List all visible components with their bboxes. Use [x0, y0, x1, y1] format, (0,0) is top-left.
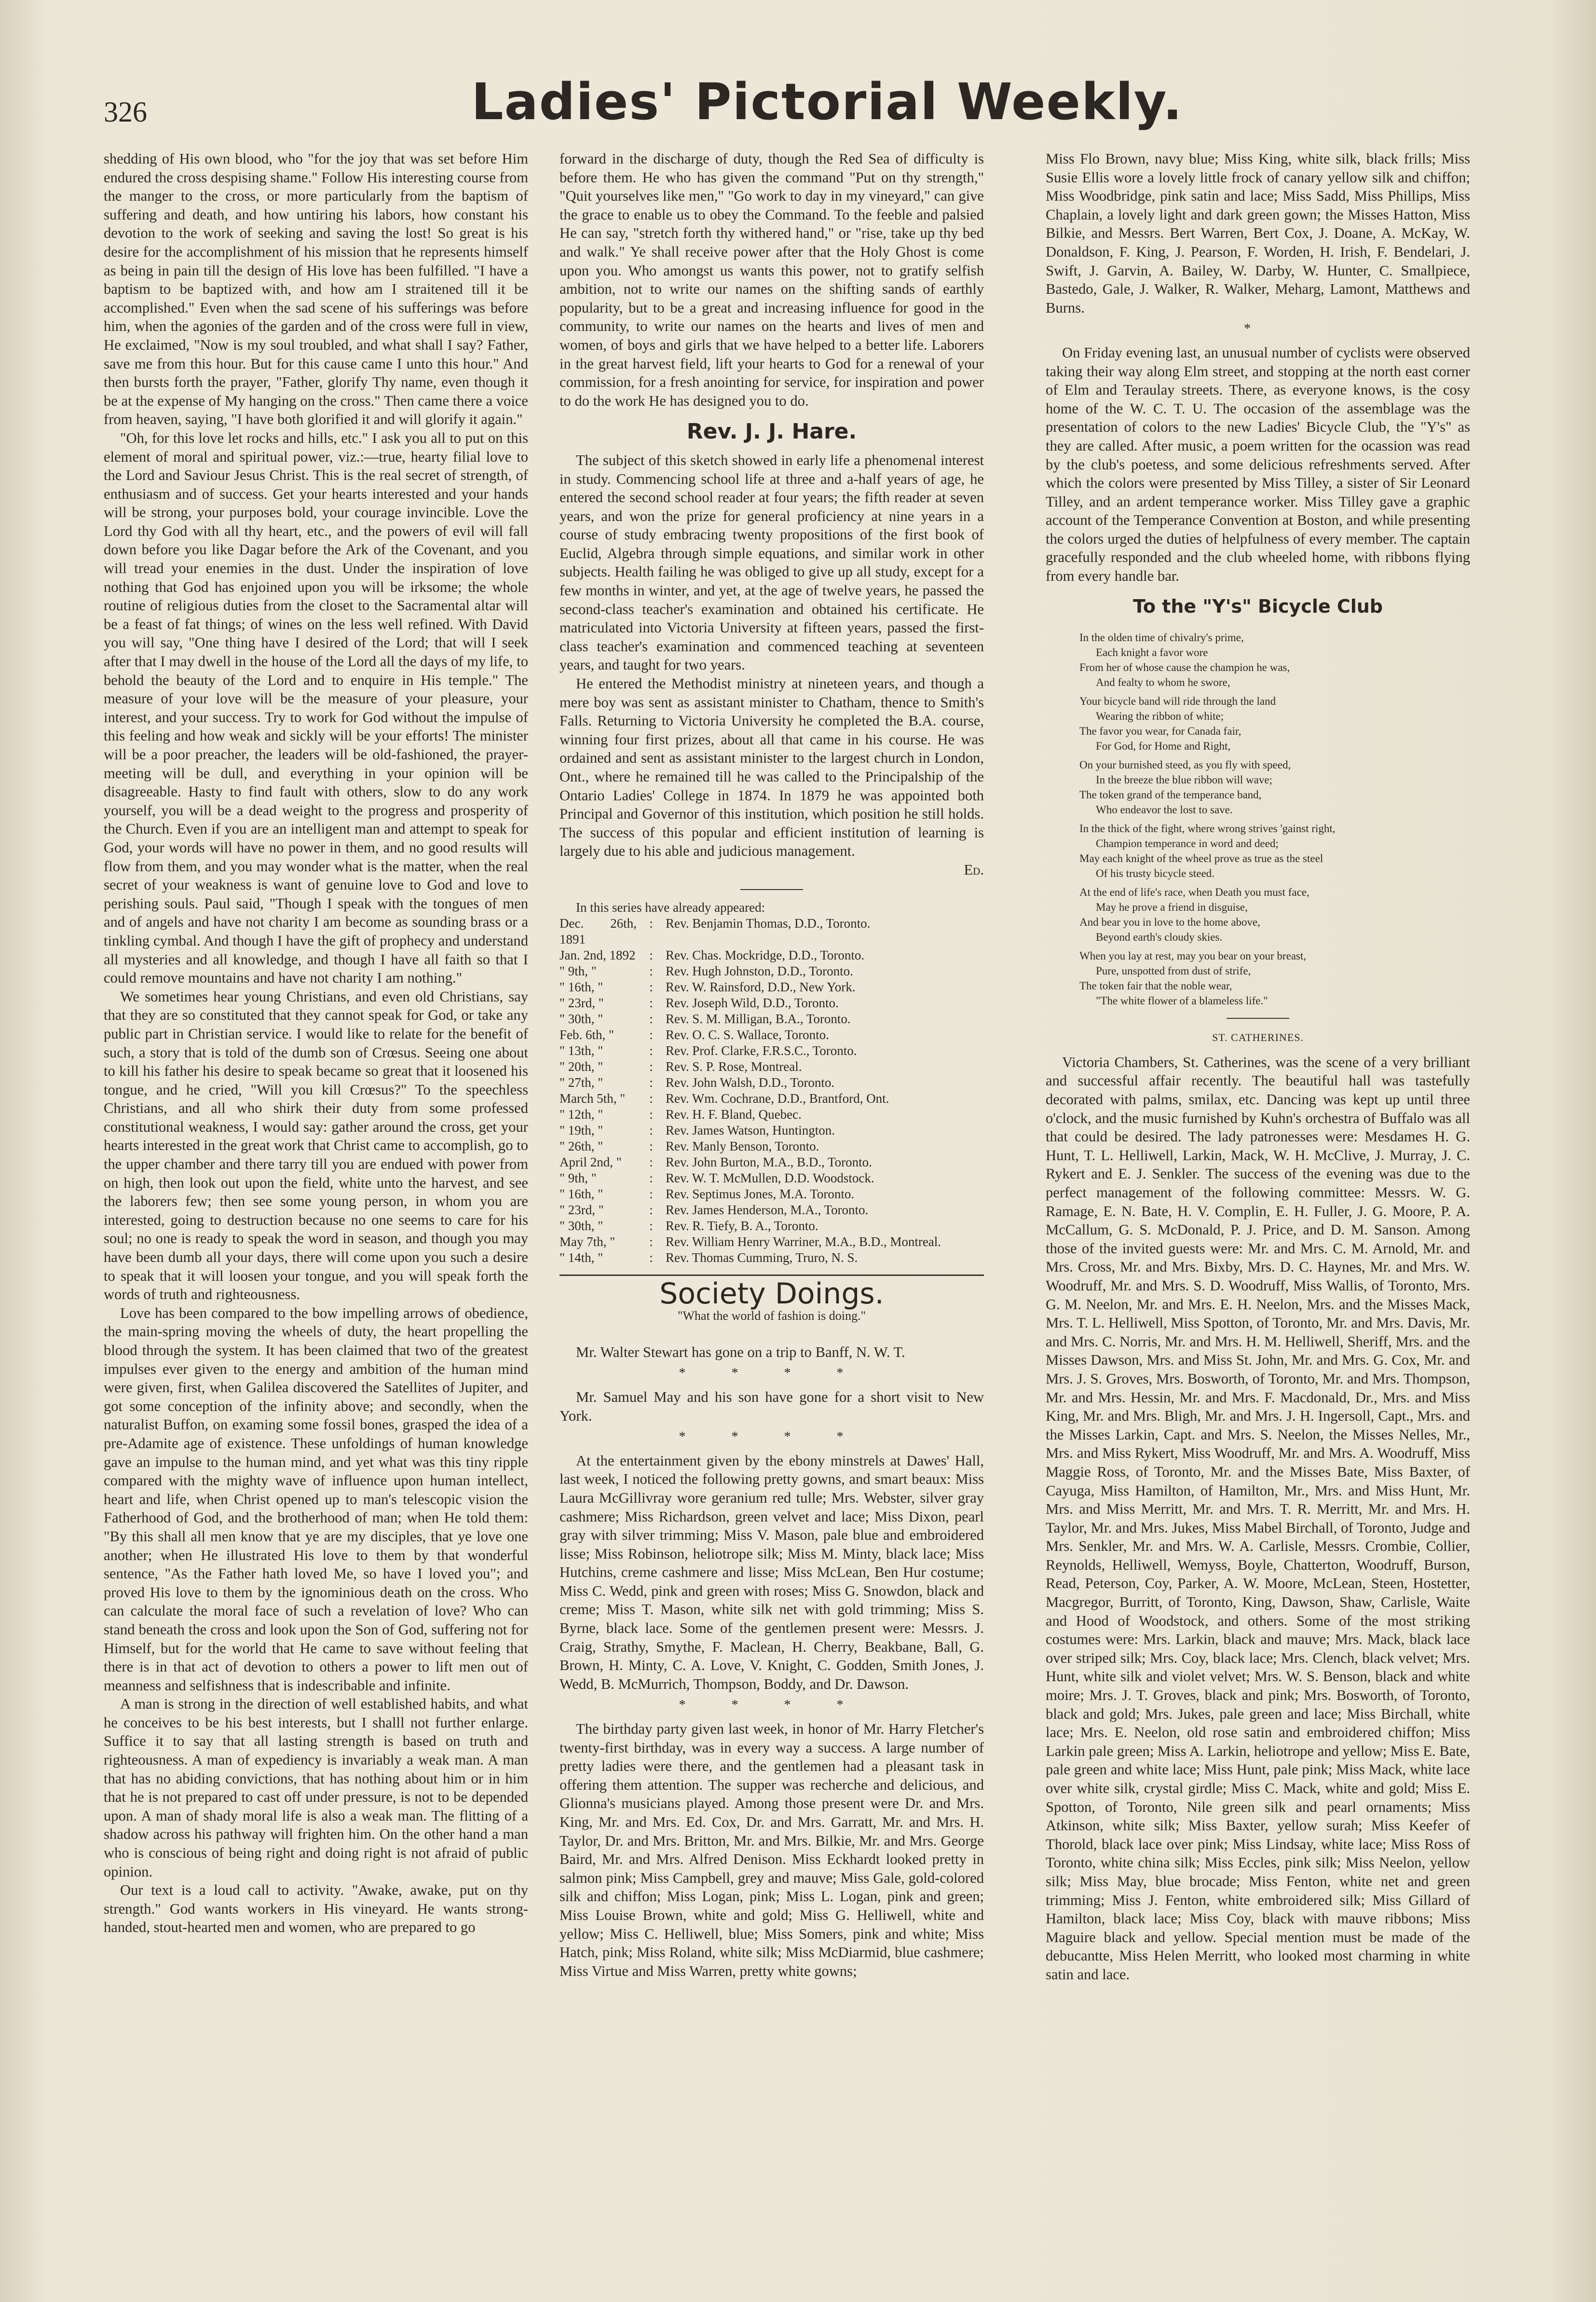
series-date: " 13th, " [559, 1043, 603, 1058]
article-paragraph: "Oh, for this love let rocks and hills, etc." I ask you all to put on this element of moral and spiritual power, viz.:—true, hearty filial love to the Lord and Saviour Jesus Christ. This is the real secret of strength, of enthusiasm and of success. Get your hearts interested and your hands will be strong, your purposes bold, your courage invincible. Love the Lord thy God with all thy heart, etc., and the powers of evil will fall down before you like Dagar before the Ark of the Covenant, and you will tread your enemies in the dust. Under the inspiration of love nothing that God has enjoined upon you will be irksome; the whole routine of religious duties from the closet to the Sacramental altar will be a feast of fat things; of wines on the less well refined. With David you will say, "One thing have I desired of the Lord; that will I seek after that I may dwell in the house of the Lord all the days of my life, to behold the beauty of the Lord and to enquire in His temple." The measure of your love will be the measure of your pleasure, your interest, and your success. Try to work for God without the impulse of this feeling and how weak and sickly will be your efforts! The minister will be a poor preacher, the leaders will be old-fashioned, the prayer-meeting will be dull, and everything in your opinion will be disagreeable. Hasty to find fault with others, slow to do any work yourself, you will be a dead weight to the progress and prosperity of the Church. Even if you are an intelligent man and attempt to speak for God, your words will have no power in them, and no good results will flow from them, and you may wonder what is the matter, when the real secret of your weakness is want of genuine love to God and love to perishing souls. Paul said, "Though I speak with the tongues of men and of angels and have not charity I am become as sounding brass or a tinkling cymbal. And though I have the gift of prophecy and understand all mysteries and all knowledge, and though I have all faith so that I could remove mountains and have not charity I am nothing." [104, 429, 528, 987]
poem-line: On your burnished steed, as you fly with speed, [1079, 759, 1291, 771]
poem-line: In the breeze the blue ribbon will wave; [1096, 774, 1272, 786]
article-paragraph: We sometimes hear young Christians, and even old Christians, say that they are so constituted that they cannot speak for God, or take any public part in Christian service. I would like to relate for the benefit of such, a story that is told of the dumb son of Crœsus. Seeing one about to kill his father his desire to speak became so great that it loosened his tongue, and he cried, "Will you kill Crœsus?" To the speechless Christians, and all who shirk their duty from some professed constitutional weakness, I would say: gather around the cross, get your hearts interested in the great work that Christ came to accomplish, go to the upper chamber and there tarry till you are endued with power from on high, then look out upon the field, white unto the harvest, and see the laborers few; then see some young person, in whom you are interested, going to destruction because no one seems to care for his soul; no one is ready to speak the word in season, and though you may have been dumb all your days, there will come upon you such a desire to speak that it will loosen your tongue, and you will speak forth the words of truth and righteousness. [104, 988, 528, 1303]
series-date: Dec. 26th, 1891 [559, 916, 637, 946]
poem-stanza [1079, 694, 1470, 754]
series-date: May 7th, " [559, 1234, 615, 1249]
series-colon: : [649, 979, 653, 994]
poem-line: May each knight of the wheel prove as true as the steel [1079, 852, 1323, 865]
series-date: " 9th, " [559, 1170, 597, 1185]
series-date: April 2nd, " [559, 1154, 622, 1169]
society-paragraph: Mr. Walter Stewart has gone on a trip to Banff, N. W. T. [576, 1343, 905, 1360]
series-date: " 16th, " [559, 979, 603, 994]
series-colon: : [649, 1202, 653, 1217]
series-row [559, 1075, 984, 1091]
society-paragraph: Victoria Chambers, St. Catherines, was the scene of a very brilliant and successful affair recently. The beautiful hall was tastefully decorated with palms, smilax, etc. Dancing was kept up until three o'clock, and the music furnished by Kuhn's orchestra of Buffalo was all that could be desired. The lady patronesses were: Mesdames H. G. Hunt, T. L. Helliwell, Larkin, Mack, W. H. McClive, J. Murray, J. C. Rykert and E. J. Senkler. The success of the evening was due to the perfect management of the following committee: Messrs. W. G. Ramage, E. N. Bate, H. V. Complin, E. H. Fuller, J. G. Moore, P. A. McCallum, G. S. McDonald, P. J. Price, and D. M. Sanson. Among those of the invited guests were: Mr. and Mrs. C. M. Arnold, Mr. and Mrs. Cross, Mr. and Mrs. Bixby, Mrs. D. C. Haynes, Mr. and Mrs. W. Woodruff, Mr. and Mrs. S. D. Woodruff, Miss Wallis, of Toronto, Mrs. G. M. Neelon, Mr. and Mrs. E. H. Neelon, Mrs. and the Misses Mack, Mrs. T. L. Helliwell, Miss Spotton, of Toronto, Mr. and Mrs. Davis, Mr. and Mrs. C. Norris, Mr. and Mrs. H. M. Helliwell, Sheriff, Mrs. and the Misses Dawson, Mrs. and Miss St. John, Mr. and Mrs. G. Cox, Mr. and Mrs. J. S. Groves, Mrs. Bosworth, of Toronto, Mr. and Mrs. Thompson, Mr. and Mrs. Hessin, Mr. and Mrs. F. Macdonald, Dr., Mrs. and Miss King, Mr. and Mrs. Bligh, Mr. and Mrs. J. H. Ingersoll, Capt., Mrs. and the Misses Larkin, Capt. and Mrs. S. Neelon, the Misses Nelles, Mr., Mrs. and Miss Rykert, Miss Woodruff, Mr. and Mrs. A. Woodruff, Miss Maggie Ross, of Toronto, Mr. and the Misses Bate, Miss Baxter, of Cayuga, Miss Hamilton, of Hamilton, Mr., Mrs. and Miss Hunt, Mr. Mrs. and Miss Merritt, Mr. and Mrs. T. R. Merritt, Mr. and Mrs. H. Taylor, Mr. and Mrs. Jukes, Miss Mabel Birchall, of Toronto, Judge and Mrs. Senkler, Mr. and Mrs. W. A. Carlisle, Messrs. Crombie, Collier, Reynolds, Helliwell, Wemyss, Boyle, Chatterton, Woodruff, Burson, Read, Peterson, Coy, Parker, A. W. Moore, McLean, Steen, Hostetter, Macgregor, Burritt, of Toronto, King, Dawson, Shaw, Carlisle, Waite and Hood of Woodstock, and others. Some of the most striking costumes were: Mrs. Larkin, black and mauve; Mrs. Mack, black lace over striped silk; Mrs. Coy, black lace; Mrs. Clench, black velvet; Mrs. Hunt, white silk and violet velvet; Mrs. W. S. Benson, black and white moire; Mrs. J. T. Groves, black and pink; Mrs. Bosworth, of Toronto, black and gold; Mrs. Jukes, pale green and lace; Miss Birchall, white lace; Mrs. E. Neelon, old rose satin and embroidered chiffon; Miss Larkin pale green; Miss A. Larkin, heliotrope and yellow; Miss E. Bate, pale green and white lace; Miss Hunt, pale pink; Miss Mack, white lace over white silk, crystal girdle; Miss C. Mack, white and gold; Miss E. Spotton, of Toronto, Nile green silk and pearl ornaments; Miss Atkinson, white silk; Miss Baxter, yellow surah; Miss Keefer of Thorold, black lace over pink; Miss Lindsay, white lace; Miss Ross of Toronto, white china silk; Miss Eccles, pink silk; Miss Neelon, yellow silk; Miss May, blue brocade; Miss Fenton, white net and green trimming; Miss J. Fenton, white embroidered silk; Miss Gillard of Hamilton, black lace; Miss Coy, black with mauve ribbons; Miss Maguire black and yellow. Special mention must be made of the debucantte, Miss Helen Merritt, who looked most charming in white satin and lace. [1046, 1054, 1470, 1983]
series-row [559, 979, 984, 995]
series-date: " 23rd, " [559, 1202, 604, 1217]
series-colon: : [649, 1107, 653, 1122]
poem-line: In the thick of the fight, where wrong strives 'gainst right, [1079, 822, 1336, 835]
series-date: " 19th, " [559, 1123, 603, 1137]
series-name: Rev. S. M. Milligan, B.A., Toronto. [666, 1011, 851, 1026]
poem-line: "The white flower of a blameless life." [1096, 995, 1268, 1007]
series-name: Rev. Hugh Johnston, D.D., Toronto. [666, 963, 853, 978]
series-row [559, 1138, 984, 1154]
society-paragraph: Mr. Samuel May and his son have gone for a short visit to New York. [559, 1388, 984, 1424]
poem-stanza [1079, 757, 1470, 817]
divider [1227, 1018, 1289, 1019]
poem-line: Beyond earth's cloudy skies. [1096, 931, 1223, 944]
series-name: Rev. Thomas Cumming, Truro, N. S. [666, 1250, 858, 1265]
poem-line: The token grand of the temperance band, [1079, 789, 1262, 801]
series-row [559, 963, 984, 979]
series-colon: : [649, 1250, 653, 1265]
series-row [559, 947, 984, 963]
series-date: " 26th, " [559, 1138, 603, 1153]
divider [559, 1274, 984, 1276]
series-name: Rev. Joseph Wild, D.D., Toronto. [666, 995, 839, 1010]
editor-signature: Ed. [964, 861, 984, 878]
series-row [559, 995, 984, 1011]
series-row [559, 1154, 984, 1170]
series-colon: : [649, 1138, 653, 1153]
page-header [104, 72, 1551, 140]
series-row [559, 916, 984, 947]
poem-line: In the olden time of chivalry's prime, [1079, 631, 1244, 644]
series-colon: : [649, 1234, 653, 1249]
star-separator: * [1244, 321, 1272, 337]
series-colon: : [649, 1027, 653, 1042]
column-3 [1046, 150, 1470, 1984]
poem-line: For God, for Home and Right, [1096, 740, 1231, 753]
series-colon: : [649, 963, 653, 978]
series-colon: : [649, 916, 653, 931]
series-row [559, 1186, 984, 1202]
poem-line: The favor you wear, for Canada fair, [1079, 725, 1241, 738]
series-colon: : [649, 1218, 653, 1233]
star-separator: * * * * [679, 1698, 865, 1713]
series-row [559, 1170, 984, 1186]
series-colon: : [649, 1059, 653, 1074]
series-date: " 14th, " [559, 1250, 603, 1265]
poem-line: From her of whose cause the champion he was, [1079, 661, 1290, 674]
masthead-title: Ladies' Pictorial Weekly. [471, 72, 1183, 131]
series-colon: : [649, 1186, 653, 1201]
series-row [559, 1043, 984, 1059]
series-name: Rev. S. P. Rose, Montreal. [666, 1059, 802, 1074]
poem-stanza [1079, 821, 1470, 881]
series-row [559, 1123, 984, 1138]
series-row [559, 1027, 984, 1043]
series-name: Rev. R. Tiefy, B. A., Toronto. [666, 1218, 818, 1233]
series-name: Rev. W. Rainsford, D.D., New York. [666, 979, 856, 994]
series-colon: : [649, 1154, 653, 1169]
article-paragraph: Love has been compared to the bow impelling arrows of obedience, the main-spring moving the wheels of duty, the heart propelling the blood through the system. It has been claimed that two of the greatest impulses ever given to the energy and ambition of the human mind were given, first, when Galilea discovered the Satellites of Jupiter, and got some conception of the infinity above; and secondly, when the naturalist Buffon, on examing some fossil bones, grasped the idea of a pre-Adamite age of existence. These unfoldings of human knowledge gave an impulse to the human mind, and yet what was this tiny ripple compared with the mighty wave of influence upon human intellect, heart and life, when Christ opened up to man's telescopic vision the Fatherhood of God, and the brotherhood of man; when He told them: "By this shall all men know that ye are my disciples, that ye love one another; when He illustrated His love to them by that wonderful sentence, "As the Father hath loved Me, so have I loved you"; and proved His love to them by the ignominious death on the cross. Who can calculate the moral face of such a revelation of love? Who can stand beneath the cross and look upon the Son of God, suffering not for Himself, but for the world that He came to save without feeling that there is in that act of devotion to others a power to lift men out of meanness and selfishness that is indescribable and infinite. [104, 1304, 528, 1694]
series-name: Rev. James Watson, Huntington. [666, 1123, 835, 1137]
article-paragraph: Our text is a loud call to activity. "Awake, awake, put on thy strength." God wants workers in His vineyard. He wants strong-handed, stout-hearted men and women, who are prepared to go [104, 1882, 528, 1936]
series-colon: : [649, 1091, 653, 1106]
series-date: " 30th, " [559, 1218, 603, 1233]
poem-line: May he prove a friend in disguise, [1096, 901, 1248, 914]
article-paragraph: forward in the discharge of duty, though the Red Sea of difficulty is before them. He who has given the command "Put on thy strength," "Quit yourselves like men," "Go work to day in my vineyard," can give the grace to enable us to obey the Command. To the feeble and palsied He can say, "stretch forth thy withered hand," or "rise, take up thy bed and walk." Ye shall receive power after that the Holy Ghost is come upon you. Who amongst us wants this power, not to gratify selfish ambition, not to write our names on the shifting sands of earthly popularity, but to be a great and increasing influence for good in the community, to write our names on the hearts and lives of men and women, of boys and girls that we have helped to a better life. Laborers in the great harvest field, lift your hearts to God for a renewal of your commission, for a fresh anointing for service, for inspiration and power to do the work He has designed you to do. [559, 151, 984, 409]
poem-line: The token fair that the noble wear, [1079, 980, 1232, 992]
series-row [559, 1059, 984, 1075]
poem-line: Champion temperance in word and deed; [1096, 837, 1279, 850]
society-paragraph: The birthday party given last week, in honor of Mr. Harry Fletcher's twenty-first birthday, was in every way a success. A large number of pretty ladies were there, and the gentlemen had a pleasant task in offering them attention. The supper was recherche and delicious, and Glionna's musicians played. Among those present were Dr. and Mrs. King, Mr. and Mrs. Ed. Cox, Dr. and Mrs. Garratt, Mr. and Mrs. H. Taylor, Dr. and Mrs. Britton, Mr. and Mrs. Bilkie, Mr. and Mrs. George Baird, Mr. and Mrs. Alfred Denison. Miss Eckhardt looked pretty in salmon pink; Miss Campbell, grey and mauve; Miss Gale, gold-colored silk and chiffon; Miss Logan, pink; Miss L. Logan, pink and green; Miss Louise Brown, white and gold; Miss G. Helliwell, white and yellow; Miss C. Helliwell, blue; Miss Somers, pink and white; Miss Hatch, pink; Miss Roland, white silk; Miss McDiarmid, blue cashmere; Miss Virtue and Miss Warren, pretty white gowns; [559, 1721, 984, 1979]
star-separator: * * * * [679, 1366, 865, 1381]
series-date: Jan. 2nd, 1892 [559, 947, 636, 962]
series-date: " 12th, " [559, 1107, 603, 1122]
series-date: Feb. 6th, " [559, 1027, 614, 1042]
society-paragraph: At the entertainment given by the ebony minstrels at Dawes' Hall, last week, I noticed the following pretty gowns, and smart beaux: Miss Laura McGillivray wore geranium red tulle; Mrs. Webster, silver gray cashmere; Miss Richardson, green velvet and lace; Miss Dixon, pearl gray with silver trimming; Miss V. Mason, pale blue and embroidered lisse; Miss Robinson, heliotrope silk; Miss M. Minty, black lace; Miss Hutchins, creme cashmere and lisse; Miss McLean, Ben Hur costume; Miss C. Wedd, pink and green with roses; Miss G. Snowdon, black and creme; Miss T. Mason, white silk net with gold trimming; Miss S. Byrne, black lace. Some of the gentlemen present were: Messrs. J. Craig, Strathy, Smythe, F. Maclean, H. Cherry, Beakbane, Ball, G. Brown, H. Minty, C. A. Love, V. Knight, C. Godden, Smith Jones, J. Wedd, B. McMurrich, Thompson, Boddy, and Dr. Dawson. [559, 1452, 984, 1692]
hare-paragraph: He entered the Methodist ministry at nineteen years, and though a mere boy was sent as assistant minister to Chatham, thence to Smith's Falls. Returning to Victoria University he completed the B.A. course, winning four first prizes, about all that came in his course. He was ordained and sent as assistant minister to the largest church in London, Ont., where he remained till he was called to the Principalship of the Ontario Ladies' College in 1874. In 1879 he was appointed both Principal and Governor of this institution, which position he still holds. The success of this popular and efficient institution of learning is largely due to his able and judicious management. [559, 675, 984, 860]
column-1 [104, 150, 528, 1937]
poem-line: At the end of life's race, when Death you must face, [1079, 886, 1310, 899]
poem-line: Of his trusty bicycle steed. [1096, 867, 1214, 880]
society-paragraph: Miss Flo Brown, navy blue; Miss King, white silk, black frills; Miss Susie Ellis wore a lovely little frock of canary yellow silk and chiffon; Miss Woodbridge, pink satin and lace; Miss Sadd, Miss Phillips, Miss Chaplain, a lovely light and dark green gown; the Misses Hatton, Miss Bilkie, and Messrs. Bert Warren, Bert Cox, J. Doane, A. McKay, W. Donaldson, F. King, J. Pearson, F. Worden, H. Irish, F. Bendelari, J. Swift, J. Garvin, A. Bailey, W. Darby, W. Hunter, C. Smallpiece, Bastedo, Gale, J. Walker, R. Walker, Meharg, Lamont, Matthews and Burns. [1046, 151, 1470, 316]
series-heading: In this series have already appeared: [576, 900, 765, 915]
series-date: " 20th, " [559, 1059, 603, 1074]
poem-line: Who endeavor the lost to save. [1096, 804, 1233, 816]
series-row [559, 1011, 984, 1027]
series-name: Rev. James Henderson, M.A., Toronto. [666, 1202, 869, 1217]
poem-stanza [1079, 948, 1470, 1008]
article-paragraph: A man is strong in the direction of well established habits, and what he conceives to be his best interests, but I shalll not further enlarge. Suffice it to say that all lasting strength is based on truth and righteousness. A man of expediency is invariably a weak man. A man that has no abiding convictions, that has nothing about him or in him that he is not prepared to cast off under pressure, is not to be depended upon. A man of shady moral life is also a weak man. The flitting of a shadow across his pathway will frighten him. On the other hand a man who is conscious of being right and doing right is not afraid of public opinion. [104, 1696, 528, 1880]
series-date: " 27th, " [559, 1075, 603, 1090]
hare-paragraph: The subject of this sketch showed in early life a phenomenal interest in study. Commencing school life at three and a-half years of age, he entered the second school reader at four years; the fifth reader at seven years, and won the prize for general proficiency at nine years in a course of study embracing twenty propositions of the first book of Euclid, Algebra through simple equations, and similar work in other subjects. Health failing he was obliged to give up all study, except for a few months in winter, and yet, at the age of twelve years, he passed the second-class teacher's examination and obtained his certificate. He matriculated into Victoria University at fifteen years, passed the first-class teacher's examination and commenced teaching at seventeen years, and taught for two years. [559, 452, 984, 673]
series-name: Rev. H. F. Bland, Quebec. [666, 1107, 802, 1122]
series-list [559, 900, 984, 1266]
poem-title: To the "Y's" Bicycle Club [1132, 595, 1383, 617]
series-name: Rev. John Walsh, D.D., Toronto. [666, 1075, 835, 1090]
series-date: March 5th, " [559, 1091, 626, 1106]
series-date: " 9th, " [559, 963, 597, 978]
star-separator: * * * * [679, 1429, 865, 1445]
series-name: Rev. O. C. S. Wallace, Toronto. [666, 1027, 829, 1042]
series-row [559, 1234, 984, 1250]
divider [740, 889, 803, 890]
poem-stanza [1079, 630, 1470, 690]
series-row [559, 1202, 984, 1218]
series-colon: : [649, 947, 653, 962]
series-date: " 30th, " [559, 1011, 603, 1026]
series-colon: : [649, 1075, 653, 1090]
poem-line: Pure, unspotted from dust of strife, [1096, 965, 1251, 977]
series-row [559, 1250, 984, 1266]
series-name: Rev. William Henry Warriner, M.A., B.D., Montreal. [666, 1234, 941, 1249]
poem-line: Your bicycle band will ride through the land [1079, 695, 1276, 708]
poem-line: Each knight a favor wore [1096, 646, 1208, 659]
place-heading: ST. CATHERINES. [1212, 1031, 1304, 1044]
page-number: 326 [104, 96, 147, 128]
poem-stanza [1079, 885, 1470, 945]
poem-line: When you lay at rest, may you bear on your breast, [1079, 950, 1307, 962]
hare-heading: Rev. J. J. Hare. [686, 419, 857, 444]
series-name: Rev. W. T. McMullen, D.D. Woodstock. [666, 1170, 874, 1185]
series-row [559, 1107, 984, 1123]
series-colon: : [649, 1123, 653, 1137]
series-colon: : [649, 995, 653, 1010]
series-name: Rev. Manly Benson, Toronto. [666, 1138, 819, 1153]
series-name: Rev. Prof. Clarke, F.R.S.C., Toronto. [666, 1043, 857, 1058]
series-colon: : [649, 1170, 653, 1185]
poem [1046, 630, 1470, 1008]
series-colon: : [649, 1011, 653, 1026]
series-date: " 23rd, " [559, 995, 604, 1010]
column-2 [559, 150, 984, 1980]
series-name: Rev. Benjamin Thomas, D.D., Toronto. [666, 916, 871, 931]
poem-line: Wearing the ribbon of white; [1096, 710, 1224, 723]
series-row [559, 1091, 984, 1107]
series-colon: : [649, 1043, 653, 1058]
society-heading: Society Doings. [659, 1276, 884, 1311]
series-name: Rev. Septimus Jones, M.A. Toronto. [666, 1186, 855, 1201]
series-date: " 16th, " [559, 1186, 603, 1201]
series-name: Rev. John Burton, M.A., B.D., Toronto. [666, 1154, 872, 1169]
society-paragraph: On Friday evening last, an unusual number of cyclists were observed taking their way along Elm street, and stopping at the north east corner of Elm and Teraulay streets. There, as everyone knows, is the cosy home of the W. C. T. U. The occasion of the assemblage was the presentation of colors to the new Ladies' Bicycle Club, the "Y's" as they are called. After music, a poem written for the ocassion was read by the club's poetess, and some delicious refreshments served. After which the colors were presented by Miss Tilley, a sister of Sir Leonard Tilley, and an ardent temperance worker. Miss Tilley gave a graphic account of the Temperance Convention at Boston, and while presenting the colors urged the duties of helpfulness of every member. The captain gracefully responded and the club wheeled home, with ribbons flying from every handle bar. [1046, 344, 1470, 585]
poem-line: And bear you in love to the home above, [1079, 916, 1260, 929]
series-name: Rev. Wm. Cochrane, D.D., Brantford, Ont. [666, 1091, 889, 1106]
society-tagline: "What the world of fashion is doing." [677, 1309, 866, 1323]
series-name: Rev. Chas. Mockridge, D.D., Toronto. [666, 947, 865, 962]
poem-line: And fealty to whom he swore, [1096, 676, 1230, 689]
series-row [559, 1218, 984, 1234]
article-paragraph: shedding of His own blood, who "for the joy that was set before Him endured the cross despising shame." Follow His interesting course from the manger to the cross, or more particularly from the baptism of suffering and death, and how untiring his labors, how constant his devotion to the work of seeking and saving the lost! So great is his desire for the accomplishment of his mission that he represents himself as being in pain till the design of His love has been fulfilled. "I have a baptism to be baptized with, and how am I straitened till it be accomplished." Even when the sad scene of his sufferings was before him, when the agonies of the garden and of the cross were full in view, He exclaimed, "Now is my soul troubled, and what shall I say? Father, save me from this hour. But for this cause came I unto this hour." And then bursts forth the prayer, "Father, glorify Thy name, even though it be at the expense of My hanging on the cross." Then came there a voice from heaven, saying, "I have both glorified it and will glorify it again." [104, 151, 528, 428]
